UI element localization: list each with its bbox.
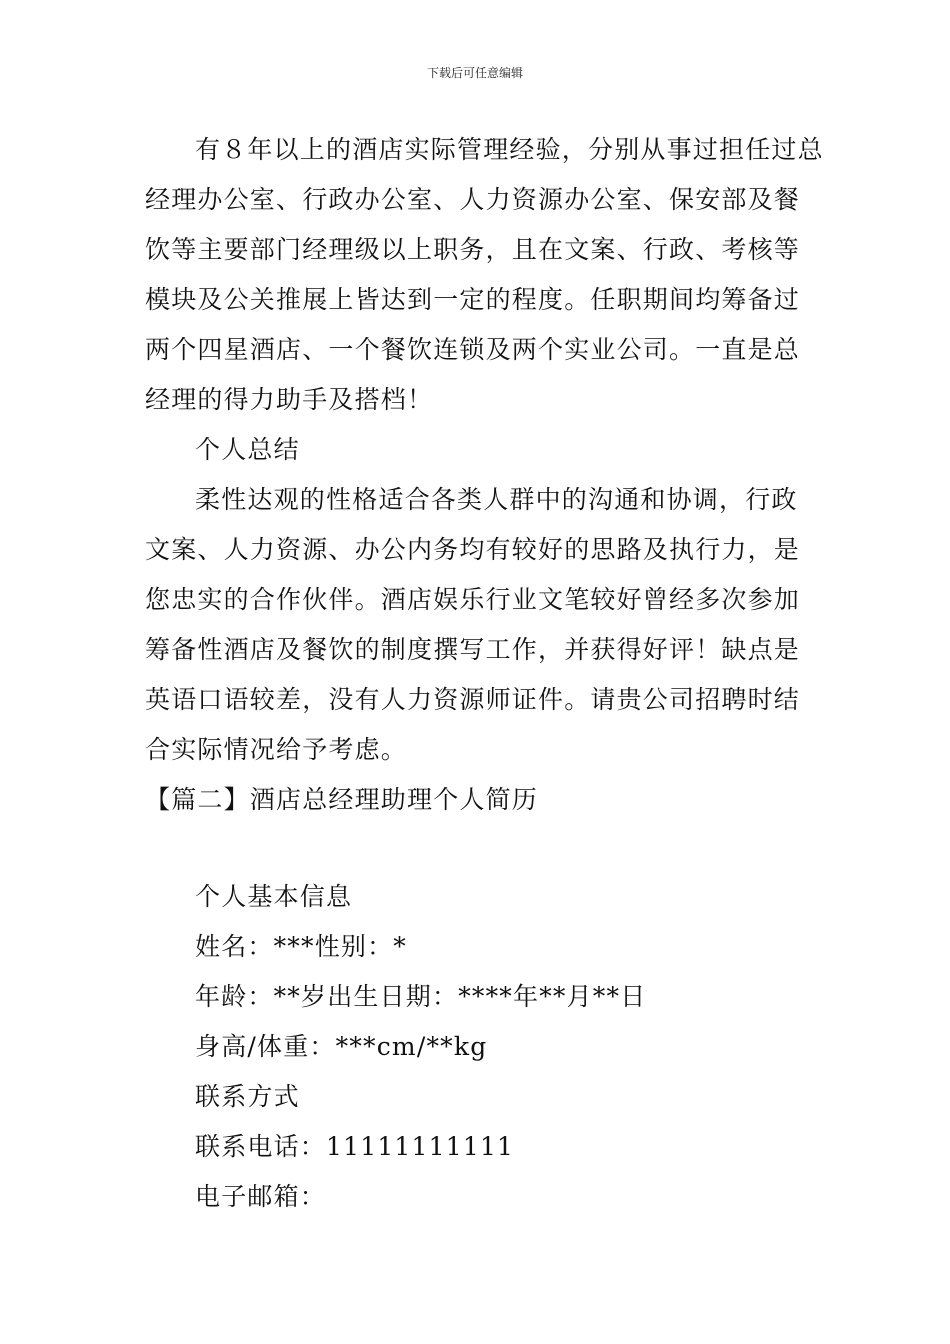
name-gender-field: 姓名：***性别：* (195, 932, 408, 961)
intro-line-2: 经理办公室、行政办公室、人力资源办公室、保安部及餐 (145, 185, 801, 214)
intro-line-5: 两个四星酒店、一个餐饮连锁及两个实业公司。一直是总 (145, 335, 801, 364)
section-two-heading: 【篇二】酒店总经理助理个人简历 (145, 785, 539, 814)
summary-line-4: 筹备性酒店及餐饮的制度撰写工作，并获得好评！缺点是 (145, 635, 801, 664)
intro-line-4: 模块及公关推展上皆达到一定的程度。任职期间均筹备过 (145, 285, 801, 314)
age-birth-field: 年龄：**岁出生日期：****年**月**日 (195, 982, 647, 1011)
summary-line-6: 合实际情况给予考虑。 (145, 735, 408, 764)
summary-line-5: 英语口语较差，没有人力资源师证件。请贵公司招聘时结 (145, 685, 801, 714)
summary-line-3: 您忠实的合作伙伴。酒店娱乐行业文笔较好曾经多次参加 (145, 585, 801, 614)
phone-field: 联系电话：11111111111 (195, 1132, 515, 1161)
intro-line-3: 饮等主要部门经理级以上职务，且在文案、行政、考核等 (145, 235, 801, 264)
summary-line-2: 文案、人力资源、办公内务均有较好的思路及执行力，是 (145, 535, 801, 564)
basic-info-title: 个人基本信息 (195, 882, 353, 911)
intro-line-6: 经理的得力助手及搭档！ (145, 385, 434, 414)
page-header-note: 下载后可任意编辑 (426, 66, 523, 80)
summary-title: 个人总结 (195, 435, 300, 464)
contact-title: 联系方式 (195, 1082, 300, 1111)
height-weight-field: 身高/体重：***cm/**kg (195, 1032, 488, 1061)
email-field: 电子邮箱： (195, 1182, 327, 1211)
intro-line-1: 有８年以上的酒店实际管理经验，分别从事过担任过总 (195, 135, 824, 164)
summary-line-1: 柔性达观的性格适合各类人群中的沟通和协调，行政 (195, 485, 798, 514)
